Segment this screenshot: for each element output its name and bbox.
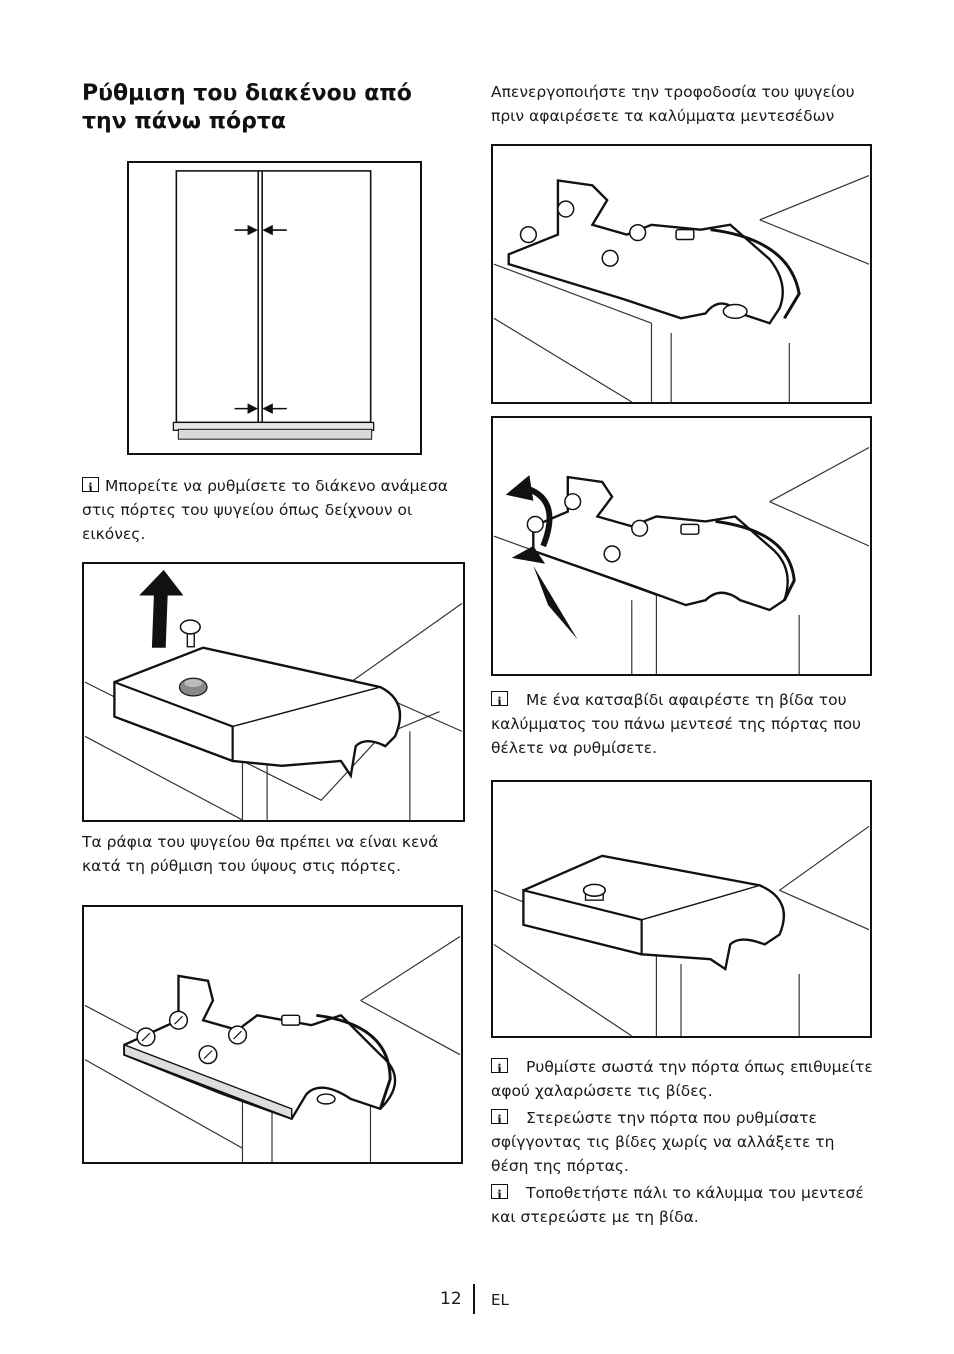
info-icon [491, 1109, 508, 1124]
note-gap-adjust: iΜπορείτε να ρυθμίσετε το διάκενο ανάμεσα στις πόρτες του ψυγείου όπως δείχνουν οι εικόνες. [82, 474, 457, 546]
footer-divider [473, 1284, 475, 1314]
note-shelves-empty: Τα ράφια του ψυγείου θα πρέπει να είναι κενά κατά τη ρύθμιση του ύψους στις πόρτες. [82, 833, 439, 875]
page-title: Ρύθμιση του διακένου από την πάνω πόρτα [82, 81, 412, 134]
figure-cover-replaced [491, 780, 872, 1038]
cover-replaced-illustration [493, 782, 870, 1036]
note-replace: iΤοποθετήστε πάλι το κάλυμμα του μεντεσέ και στερεώστε με τη βίδα. [491, 1181, 876, 1229]
hinge-top-illustration [493, 146, 870, 402]
screwdriver-illustration [493, 418, 870, 674]
figure-fridge-front [127, 161, 422, 455]
hinge-screws-illustration [84, 907, 461, 1162]
hinge-cover-illustration [84, 564, 463, 820]
info-icon [491, 1184, 508, 1199]
language-code: EL [491, 1291, 509, 1309]
fridge-front-illustration [129, 163, 420, 453]
figure-hinge-screws [82, 905, 463, 1164]
page-number: 12 [440, 1289, 462, 1309]
note-power-off: Απενεργοποιήστε την τροφοδοσία του ψυγείου πριν αφαιρέσετε τα καλύμματα μεντεσέδων [491, 83, 855, 125]
note-tighten: iΣτερεώστε την πόρτα που ρυθμίσατε σφίγγοντας τις βίδες χωρίς να αλλάξετε τη θέση της πόρτας. [491, 1106, 876, 1178]
figure-hinge-cover-removal [82, 562, 465, 822]
info-icon [491, 1058, 508, 1073]
figure-screwdriver [491, 416, 872, 676]
figure-hinge-top [491, 144, 872, 404]
info-icon [491, 691, 508, 706]
note-adjust: iΡυθμίστε σωστά την πόρτα όπως επιθυμείτε αφού χαλαρώσετε τις βίδες. [491, 1055, 876, 1103]
note-screwdriver: iΜε ένα κατσαβίδι αφαιρέστε τη βίδα του καλύμματος του πάνω μεντεσέ της πόρτας που θέλετε να ρυθμίσετε. [491, 688, 876, 760]
info-icon [82, 477, 99, 492]
